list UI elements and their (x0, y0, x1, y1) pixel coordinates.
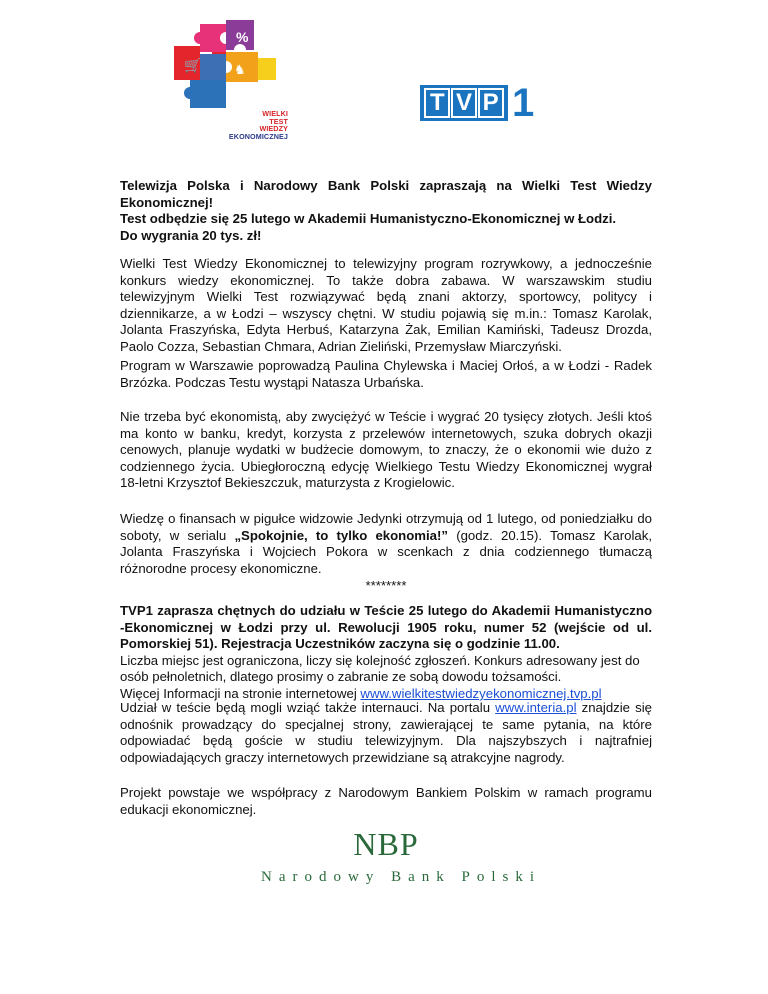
more-info-label: Więcej Informacji na stronie internetowej (120, 685, 361, 701)
paragraph-series (120, 511, 652, 577)
logo-line-4: EKONOMICZNEJ (228, 131, 288, 141)
nbp-title: NBP (353, 826, 419, 862)
intro-line-3: Do wygrania 20 tys. zł! (120, 227, 262, 243)
puzzle-graphic (160, 14, 288, 114)
registration-bold-text: TVP1 zaprasza chętnych do udziału w Teście 25 lutego do Akademii Humanistyczno -Ekonomicznej w Łodzi przy ul. Rewolucji 1905 roku, numer 52 (wejście od ul. Pomorskiej 51). Rejestracja Uczestników zaczyna się o godzinie 11.00. (120, 603, 652, 652)
registration-block (120, 603, 652, 703)
wielki-test-logo (160, 14, 288, 144)
paragraph-4-text (120, 511, 652, 577)
separator (120, 578, 652, 595)
svg-text:🛒: 🛒 (184, 58, 202, 74)
registration-info-text: Liczba miejsc jest ograniczona, liczy się kolejność zgłoszeń. Konkurs adresowany jest do osób pełnoletnich, dlatego prosimy o zabranie ze sobą dowodu tożsamości. (120, 652, 640, 685)
paragraph-participants (120, 409, 652, 492)
tvp-letter-v: V (451, 88, 477, 118)
website-link[interactable]: www.wielkitestwiedzyekonomicznej.tvp.pl (360, 685, 602, 701)
puzzle-logo-text (204, 110, 288, 140)
paragraph-program (120, 256, 652, 356)
nbp-logo (120, 826, 652, 886)
document-page (120, 0, 652, 994)
svg-text:♞: ♞ (234, 63, 246, 78)
intro-block (120, 178, 652, 244)
intro-line-1: Telewizja Polska i Narodowy Bank Polski zapraszają na Wielki Test Wiedzy Ekonomicznej! (120, 178, 652, 210)
tvp1-logo (420, 81, 535, 125)
internet-block (120, 700, 652, 766)
paragraph-1-text: Wielki Test Wiedzy Ekonomicznej to telewizyjny program rozrywkowy, a jednocześnie konkurs wiedzy ekonomicznej. To także dobra zabawa. W warszawskim studiu telewizyjnym Wielki Test rozwiązywać będą znani aktorzy, sportowcy, politycy i dziennikarze, a w Łodzi – wszyscy chętni. W studiu pojawią się m.in.: Tomasz Karolak, Jolanta Fraszyńska, Edyta Herbuś, Katarzyna Żak, Emilian Kamiński, Tadeusz Drozda, Paolo Cozza, Sebastian Chmara, Adrian Zieliński, Przemysław Miarczyński. (120, 256, 652, 354)
paragraph-hosts (120, 358, 652, 391)
internet-details-text: znajdzie się odnośnik prowadzący do specjalnej strony, zawierającej te same pytania, na które odpowiadać będą goście w studiu telewizyjnym. Dla najszybszych i najtrafniej odpowiadających graczy internetowych przewidziane są atrakcyjne nagrody. (120, 700, 652, 765)
logo-line-2: TEST (269, 116, 288, 126)
interia-link[interactable]: www.interia.pl (495, 700, 577, 715)
series-details-text: (godz. 20.15). Tomasz Karolak, Jolanta Fraszyńska i Wojciech Pokora w scenkach z dnia codziennego tłumaczą różnorodne procesy ekonomiczne. (120, 527, 652, 576)
paragraph-3-text: Nie trzeba być ekonomistą, aby zwyciężyć w Teście i wygrać 20 tysięcy złotych. Jeśli ktoś ma konto w banku, kredyt, korzysta z przelewów internetowych, szuka dobrych okazji cenowych, planuje wydatki w budżecie domowym, to znaczy, że o ekonomii wie dużo z codziennego życia. Ubiegłoroczną edycję Wielkiego Testu Wiedzy Ekonomicznej wygrał 18-letni Krzysztof Bekieszczuk, maturzysta z Krogielowic. (120, 409, 652, 491)
logo-line-3: WIEDZY (259, 124, 288, 134)
tvp-box (420, 85, 508, 121)
separator-text: ******** (365, 578, 407, 593)
closing-text: Projekt powstaje we współpracy z Narodowym Bankiem Polskim w ramach programu edukacji ekonomicznej. (120, 785, 652, 817)
tvp-letter-t: T (424, 88, 450, 118)
tvp-letter-p: P (478, 88, 504, 118)
series-title: „Spokojnie, to tylko ekonomia!” (234, 527, 449, 543)
intro-line-2: Test odbędzie się 25 lutego w Akademii Humanistyczno-Ekonomicznej w Łodzi. (120, 211, 617, 227)
series-intro-text: Wiedzę o finansach w pigułce widzowie Jedynki otrzymują od 1 lutego, od poniedziałku do soboty, w serialu (120, 511, 652, 543)
nbp-subtitle: Narodowy Bank Polski (261, 869, 541, 885)
closing-block (120, 785, 652, 818)
internet-intro-text: Udział w teście będą mogli wziąć także internauci. Na portalu (120, 700, 496, 715)
svg-text:%: % (236, 29, 249, 45)
internet-text (120, 700, 652, 766)
tvp-number: 1 (512, 81, 535, 125)
paragraph-2-text: Program w Warszawie poprowadzą Paulina Chylewska i Maciej Orłoś, a w Łodzi - Radek Brzózka. Podczas Testu wystąpi Natasza Urbańska. (120, 358, 652, 390)
logo-line-1: WIELKI (262, 109, 288, 118)
